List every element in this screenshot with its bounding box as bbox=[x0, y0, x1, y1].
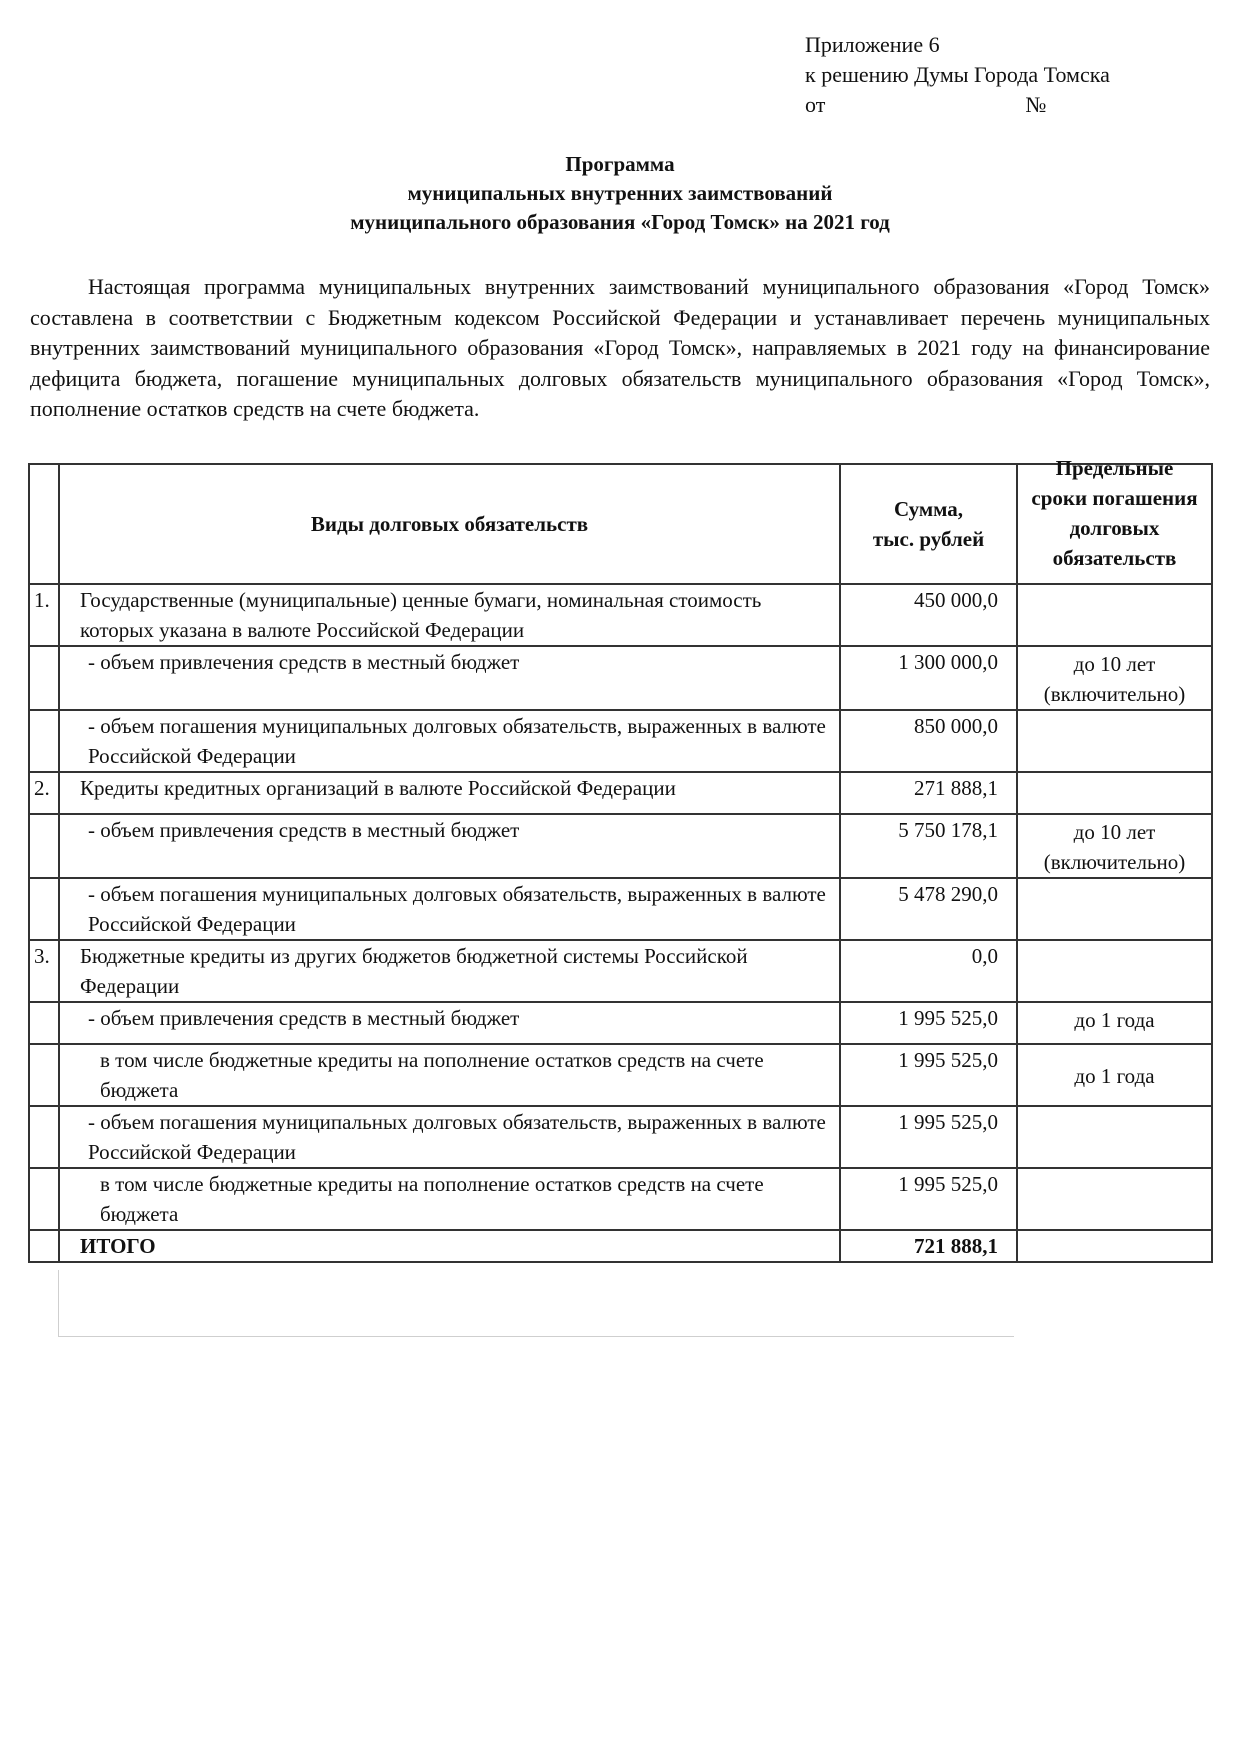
header-sum-line1: Сумма, bbox=[893, 497, 964, 521]
table-row bbox=[29, 584, 1212, 646]
borrowing-table bbox=[28, 456, 1213, 1263]
row-num: 1. bbox=[29, 584, 59, 646]
row-desc: Государственные (муниципальные) ценные бумаги, номинальная стоимость которых указана в валюте Российской Федерации bbox=[59, 584, 840, 646]
header-sum bbox=[840, 464, 1017, 584]
decorative-frame bbox=[58, 1270, 1014, 1337]
table-row bbox=[29, 710, 1212, 772]
document-title bbox=[0, 150, 1240, 237]
table-row bbox=[29, 1002, 1212, 1044]
table-row bbox=[29, 772, 1212, 814]
appendix-decision: к решению Думы Города Томска bbox=[805, 62, 1110, 87]
title-line-2: муниципальных внутренних заимствований bbox=[407, 181, 833, 205]
row-sum: 1 995 525,0 bbox=[840, 1044, 1017, 1106]
title-line-3: муниципального образования «Город Томск» на 2021 год bbox=[350, 210, 890, 234]
row-sum: 0,0 bbox=[840, 940, 1017, 1002]
row-sum: 450 000,0 bbox=[840, 584, 1017, 646]
row-term bbox=[1017, 710, 1212, 772]
row-desc: - объем привлечения средств в местный бюджет bbox=[59, 646, 840, 710]
row-sum: 1 995 525,0 bbox=[840, 1168, 1017, 1230]
table-row bbox=[29, 940, 1212, 1002]
row-desc: - объем привлечения средств в местный бюджет bbox=[59, 1002, 840, 1044]
row-sum: 850 000,0 bbox=[840, 710, 1017, 772]
row-num bbox=[29, 1106, 59, 1168]
row-num bbox=[29, 710, 59, 772]
row-desc: - объем погашения муниципальных долговых обязательств, выраженных в валюте Российской Федерации bbox=[59, 710, 840, 772]
header-type: Виды долговых обязательств bbox=[59, 464, 840, 584]
row-term: до 1 года bbox=[1017, 1044, 1212, 1106]
table-total-row bbox=[29, 1230, 1212, 1262]
header-term-line3: долговых bbox=[1069, 516, 1160, 540]
row-num bbox=[29, 646, 59, 710]
row-num: 3. bbox=[29, 940, 59, 1002]
row-num bbox=[29, 1168, 59, 1230]
total-term bbox=[1017, 1230, 1212, 1262]
row-num: 2. bbox=[29, 772, 59, 814]
table-row bbox=[29, 646, 1212, 710]
row-desc: - объем привлечения средств в местный бюджет bbox=[59, 814, 840, 878]
row-desc: - объем погашения муниципальных долговых обязательств, выраженных в валюте Российской Федерации bbox=[59, 878, 840, 940]
table-row bbox=[29, 1106, 1212, 1168]
appendix-date-number bbox=[805, 90, 1110, 120]
row-num bbox=[29, 1044, 59, 1106]
row-sum: 1 995 525,0 bbox=[840, 1106, 1017, 1168]
row-term bbox=[1017, 584, 1212, 646]
header-term-line1: Предельные bbox=[1055, 456, 1174, 480]
row-num bbox=[29, 1002, 59, 1044]
row-term bbox=[1017, 940, 1212, 1002]
row-sum: 271 888,1 bbox=[840, 772, 1017, 814]
row-sum: 1 995 525,0 bbox=[840, 1002, 1017, 1044]
row-term: до 10 лет (включительно) bbox=[1017, 646, 1212, 710]
row-sum: 5 478 290,0 bbox=[840, 878, 1017, 940]
table-header-row bbox=[29, 464, 1212, 584]
table-row bbox=[29, 1044, 1212, 1106]
row-term bbox=[1017, 1168, 1212, 1230]
header-term bbox=[1017, 456, 1212, 584]
table-row bbox=[29, 878, 1212, 940]
header-term-line2: сроки погашения bbox=[1031, 486, 1198, 510]
row-desc: в том числе бюджетные кредиты на пополнение остатков средств на счете бюджета bbox=[59, 1044, 840, 1106]
appendix-block bbox=[805, 30, 1110, 120]
number-label: № bbox=[1025, 92, 1047, 117]
header-term-line4: обязательств bbox=[1052, 546, 1177, 570]
row-term: до 1 года bbox=[1017, 1002, 1212, 1044]
intro-paragraph: Настоящая программа муниципальных внутренних заимствований муниципального образования «Город Томск» составлена в соответствии с Бюджетным кодексом Российской Федерации и устанавливает перечень муниципальных внутренних заимствований муниципального образования «Город Томск», направляемых в 2021 году на финансирование дефицита бюджета, погашение муниципальных долговых обязательств муниципального образования «Город Томск», пополнение остатков средств на счете бюджета. bbox=[30, 274, 1210, 421]
header-num bbox=[29, 464, 59, 584]
table-row bbox=[29, 1168, 1212, 1230]
row-term bbox=[1017, 772, 1212, 814]
appendix-title: Приложение 6 bbox=[805, 32, 940, 57]
row-term bbox=[1017, 878, 1212, 940]
row-sum: 1 300 000,0 bbox=[840, 646, 1017, 710]
row-num bbox=[29, 878, 59, 940]
table-row bbox=[29, 814, 1212, 878]
row-term bbox=[1017, 1106, 1212, 1168]
total-label: ИТОГО bbox=[59, 1230, 840, 1262]
row-desc: Бюджетные кредиты из других бюджетов бюджетной системы Российской Федерации bbox=[59, 940, 840, 1002]
row-term: до 10 лет (включительно) bbox=[1017, 814, 1212, 878]
title-line-1: Программа bbox=[565, 152, 675, 176]
total-num bbox=[29, 1230, 59, 1262]
row-sum: 5 750 178,1 bbox=[840, 814, 1017, 878]
total-sum: 721 888,1 bbox=[840, 1230, 1017, 1262]
row-desc: в том числе бюджетные кредиты на пополнение остатков средств на счете бюджета bbox=[59, 1168, 840, 1230]
header-sum-line2: тыс. рублей bbox=[872, 527, 985, 551]
row-num bbox=[29, 814, 59, 878]
row-desc: - объем погашения муниципальных долговых обязательств, выраженных в валюте Российской Федерации bbox=[59, 1106, 840, 1168]
row-desc: Кредиты кредитных организаций в валюте Российской Федерации bbox=[59, 772, 840, 814]
date-label: от bbox=[805, 92, 826, 117]
